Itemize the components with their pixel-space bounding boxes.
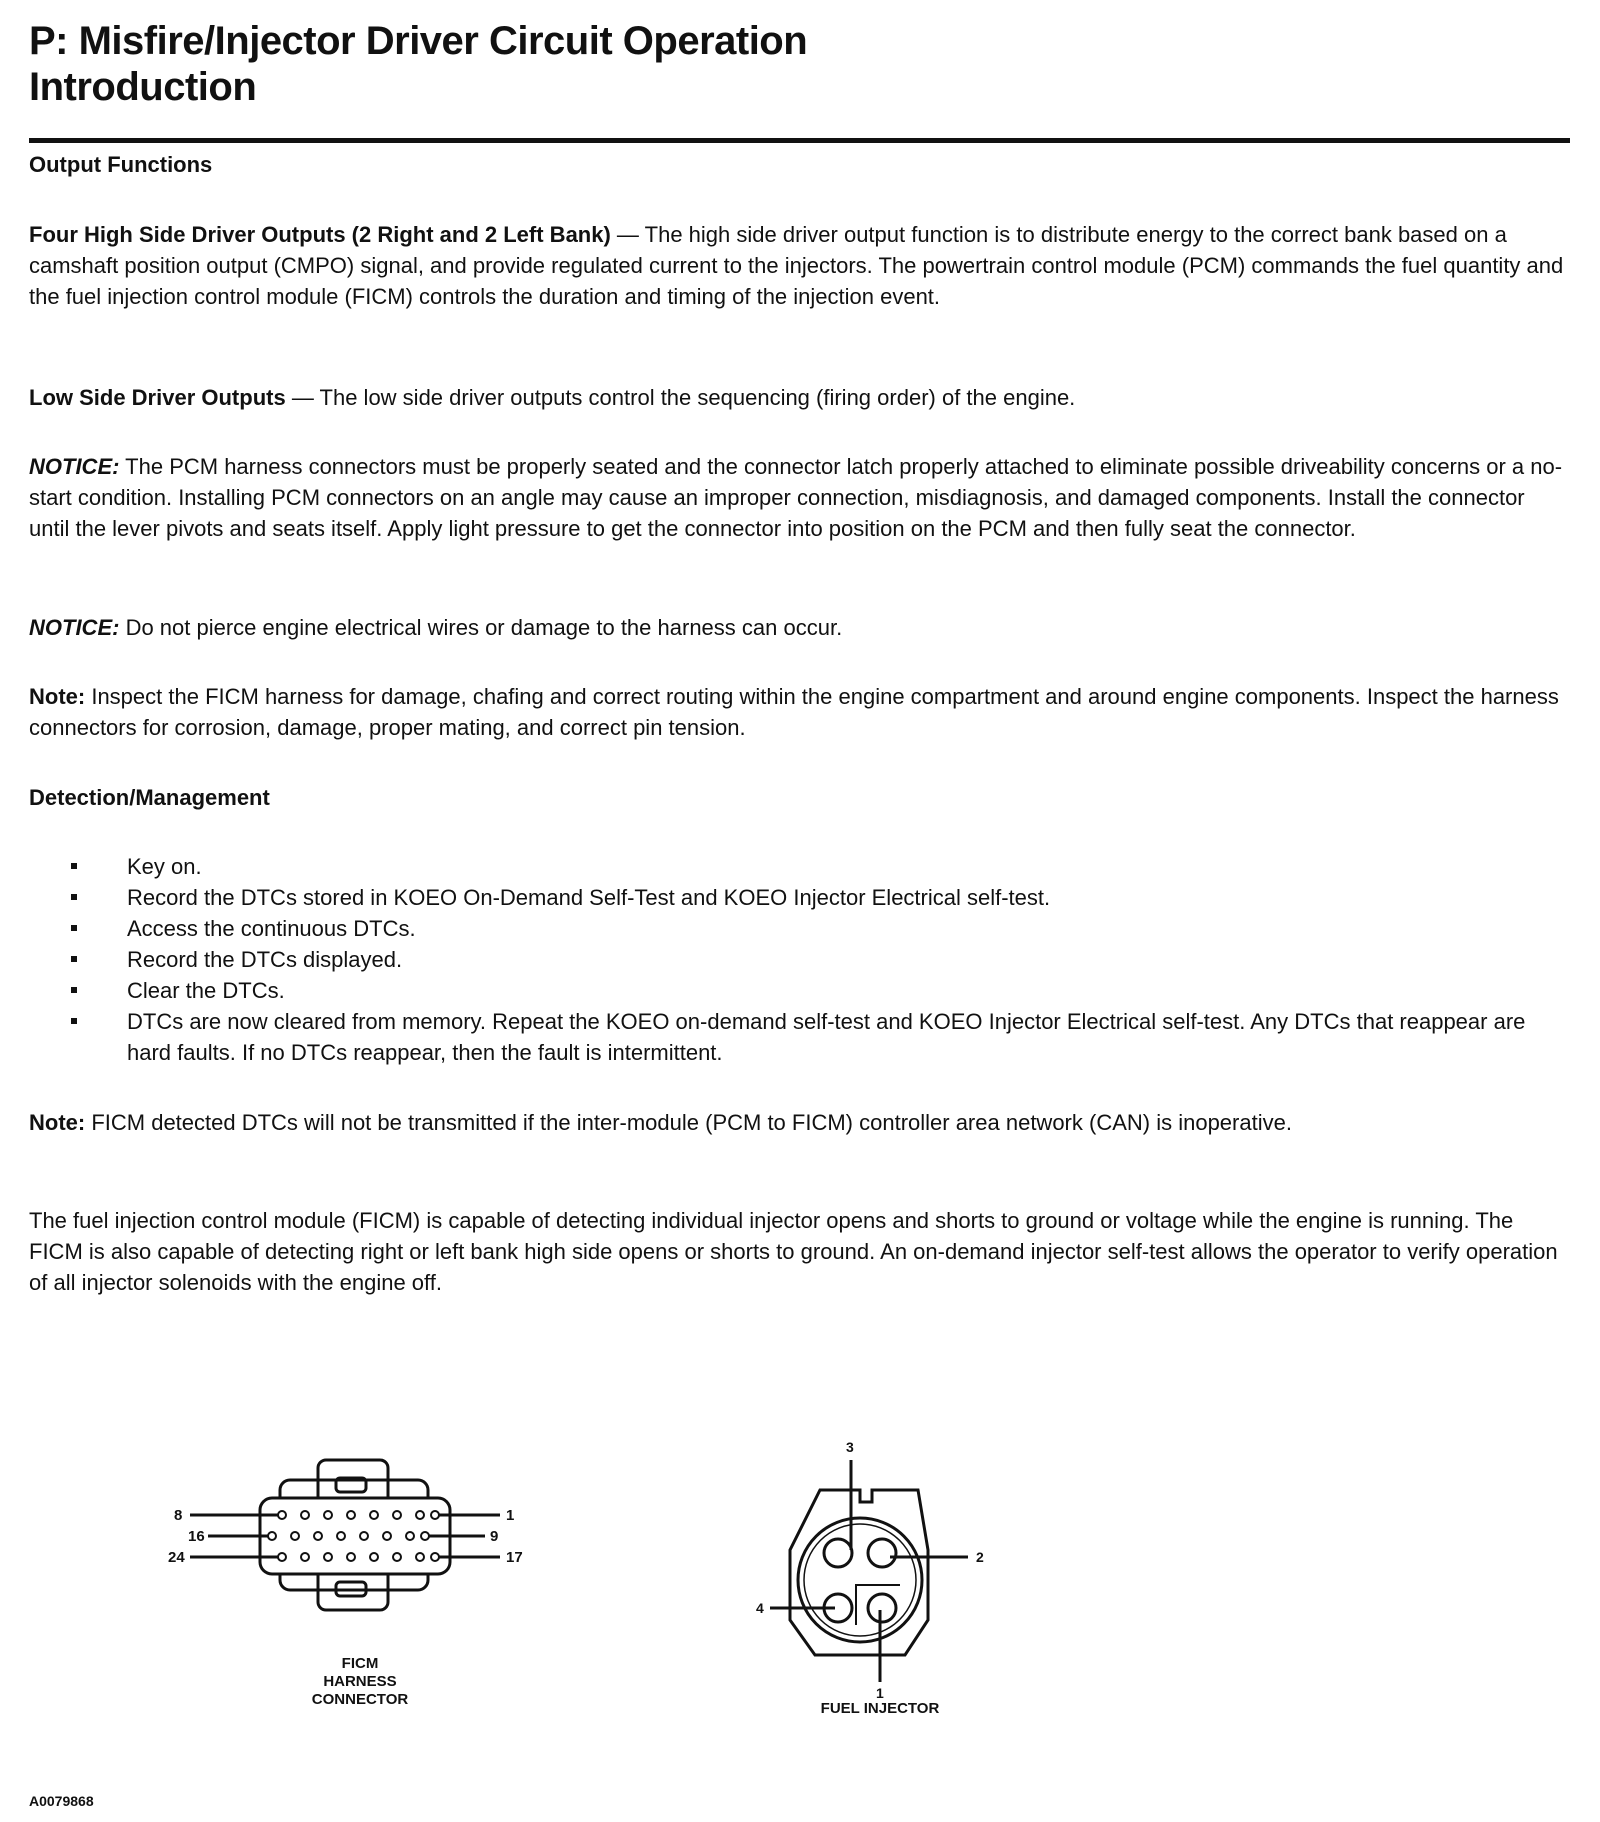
note-harness	[29, 681, 1570, 743]
pin-label: 9	[490, 1528, 499, 1545]
list-item: Key on.	[29, 851, 1570, 882]
low-side-label: Low Side Driver Outputs	[29, 385, 286, 410]
figure-id: A0079868	[29, 1793, 94, 1809]
note-can	[29, 1107, 1570, 1138]
notice-1-text: The PCM harness connectors must be properly seated and the connector latch properly attached to eliminate possible driveability concerns or a no-start condition. Installing PCM connectors on an angle may cause an improper connection, misdiagnosis, and damaged components. Install the connector until the lever pivots and seats itself. Apply light pressure to get the connector into position on the PCM and then fully seat the connector.	[29, 454, 1563, 541]
page-title	[29, 18, 1570, 110]
notice-1-label: NOTICE:	[29, 454, 120, 479]
list-item: Record the DTCs stored in KOEO On-Demand Self-Test and KOEO Injector Electrical self-test.	[29, 882, 1570, 913]
title-line-1: P: Misfire/Injector Driver Circuit Operation	[29, 19, 808, 63]
pin-label: 17	[506, 1549, 523, 1566]
list-item: Clear the DTCs.	[29, 975, 1570, 1006]
note-can-label: Note:	[29, 1110, 86, 1135]
note-text: Inspect the FICM harness for damage, chafing and correct routing within the engine compartment and around engine components. Inspect the harness connectors for corrosion, damage, proper mating, and correct pin tension.	[29, 684, 1559, 740]
notice-2-text: Do not pierce engine electrical wires or damage to the harness can occur.	[119, 615, 843, 640]
note-label: Note:	[29, 684, 86, 709]
pin-label: 2	[976, 1549, 984, 1565]
ficm-connector-diagram	[160, 1440, 560, 1640]
notice-1	[29, 451, 1570, 544]
low-side-text: — The low side driver outputs control the sequencing (firing order) of the engine.	[285, 385, 1076, 410]
pin-label: 1	[876, 1685, 884, 1700]
pin-label: 3	[846, 1439, 854, 1455]
caption-line: FICM	[341, 1655, 379, 1672]
notice-2-label: NOTICE:	[29, 615, 120, 640]
pin-label: 16	[188, 1528, 205, 1545]
detection-heading: Detection/Management	[29, 785, 270, 810]
injector-caption: FUEL INJECTOR	[820, 1700, 940, 1717]
pin-label: 4	[756, 1600, 764, 1616]
fuel-injector-diagram	[750, 1420, 1030, 1700]
list-item: Record the DTCs displayed.	[29, 944, 1570, 975]
list-item: Access the continuous DTCs.	[29, 913, 1570, 944]
pin-label: 8	[174, 1507, 183, 1524]
notice-2	[29, 612, 1570, 643]
high-side-paragraph	[29, 219, 1570, 312]
high-side-label: Four High Side Driver Outputs (2 Right and 2 Left Bank)	[29, 222, 611, 247]
title-divider	[29, 138, 1570, 143]
pin-label: 24	[168, 1549, 185, 1566]
list-item: DTCs are now cleared from memory. Repeat the KOEO on-demand self-test and KOEO Injector Electrical self-test. Any DTCs that reappear are hard faults. If no DTCs reappear, then the fault is intermittent.	[29, 1006, 1570, 1068]
output-functions-heading: Output Functions	[29, 152, 213, 177]
pin-label: 1	[506, 1507, 515, 1524]
ficm-paragraph: The fuel injection control module (FICM) is capable of detecting individual injector opens and shorts to ground or voltage while the engine is running. The FICM is also capable of detecting right or left bank high side opens or shorts to ground. An on-demand injector self-test allows the operator to verify operation of all injector solenoids with the engine off.	[29, 1208, 1558, 1295]
note-can-text: FICM detected DTCs will not be transmitted if the inter-module (PCM to FICM) controller area network (CAN) is inoperative.	[85, 1110, 1292, 1135]
high-side-text: — The high side driver output function is to distribute energy to the correct bank based on a camshaft position output (CMPO) signal, and provide regulated current to the injectors. The powertrain control module (PCM) commands the fuel quantity and the fuel injection control module (FICM) controls the duration and timing of the injection event.	[29, 222, 1564, 309]
ficm-caption	[300, 1655, 420, 1709]
detection-steps	[29, 851, 1570, 1068]
caption-line: CONNECTOR	[311, 1691, 409, 1708]
low-side-paragraph	[29, 382, 1570, 413]
caption-line: HARNESS	[323, 1673, 397, 1690]
title-line-2: Introduction	[29, 65, 257, 109]
